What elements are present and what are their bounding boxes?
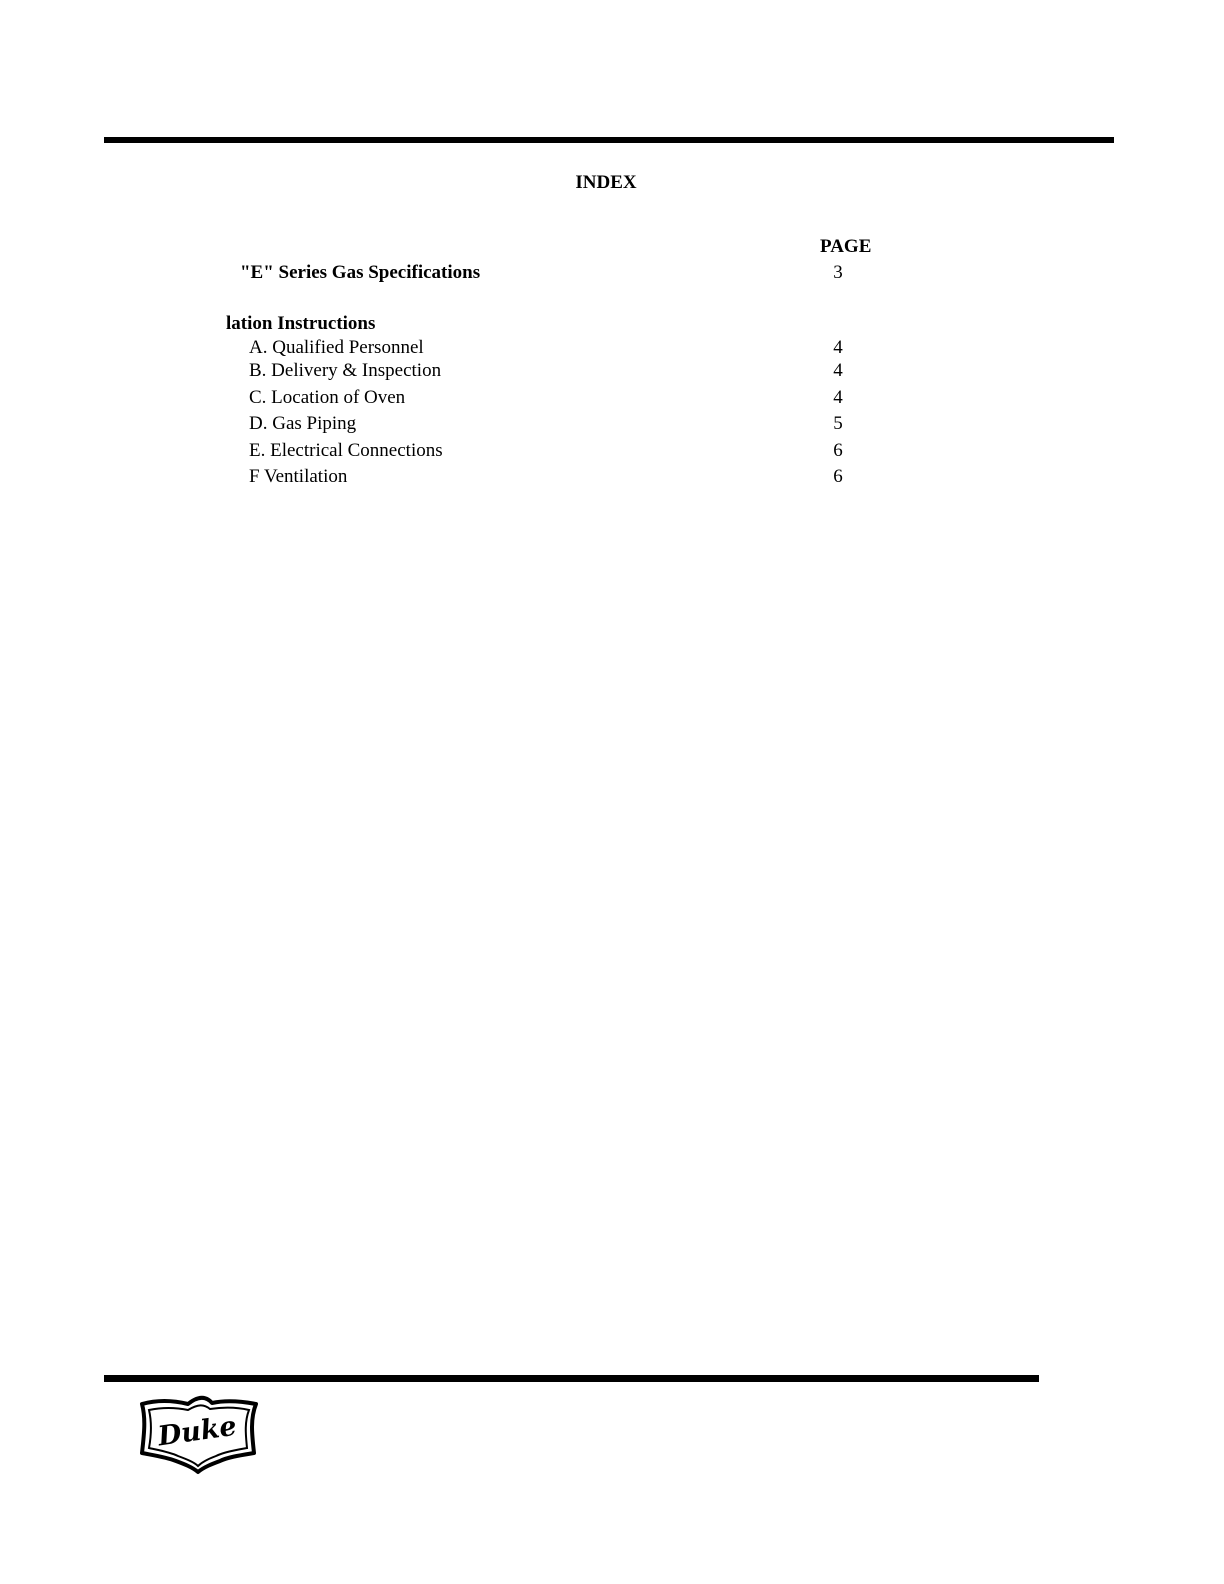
bottom-rule (104, 1375, 1039, 1382)
index-entry-page: 5 (833, 413, 843, 434)
index-entry-label: E. Electrical Connections (249, 440, 443, 461)
index-entry-page: 4 (833, 360, 843, 381)
index-entry-page: 6 (833, 466, 843, 487)
duke-logo (136, 1395, 260, 1475)
index-title: INDEX (575, 172, 637, 193)
index-entry-label: A. Qualified Personnel (249, 337, 424, 358)
index-entry-label: C. Location of Oven (249, 387, 406, 408)
index-section-heading: lation Instructions (226, 313, 376, 334)
page-column-header: PAGE (820, 236, 872, 257)
index-entry-label: "E" Series Gas Specifications (240, 262, 481, 283)
index-entry-page: 4 (833, 337, 843, 358)
top-rule (104, 137, 1114, 143)
index-entry-page: 4 (833, 387, 843, 408)
duke-logo-text: Duke (155, 1410, 239, 1453)
index-entry-label: B. Delivery & Inspection (249, 360, 442, 381)
index-entry-label: F Ventilation (249, 466, 348, 487)
index-entry-page: 6 (833, 440, 843, 461)
index-entry-label: D. Gas Piping (249, 413, 357, 434)
index-entry-page: 3 (833, 262, 843, 283)
